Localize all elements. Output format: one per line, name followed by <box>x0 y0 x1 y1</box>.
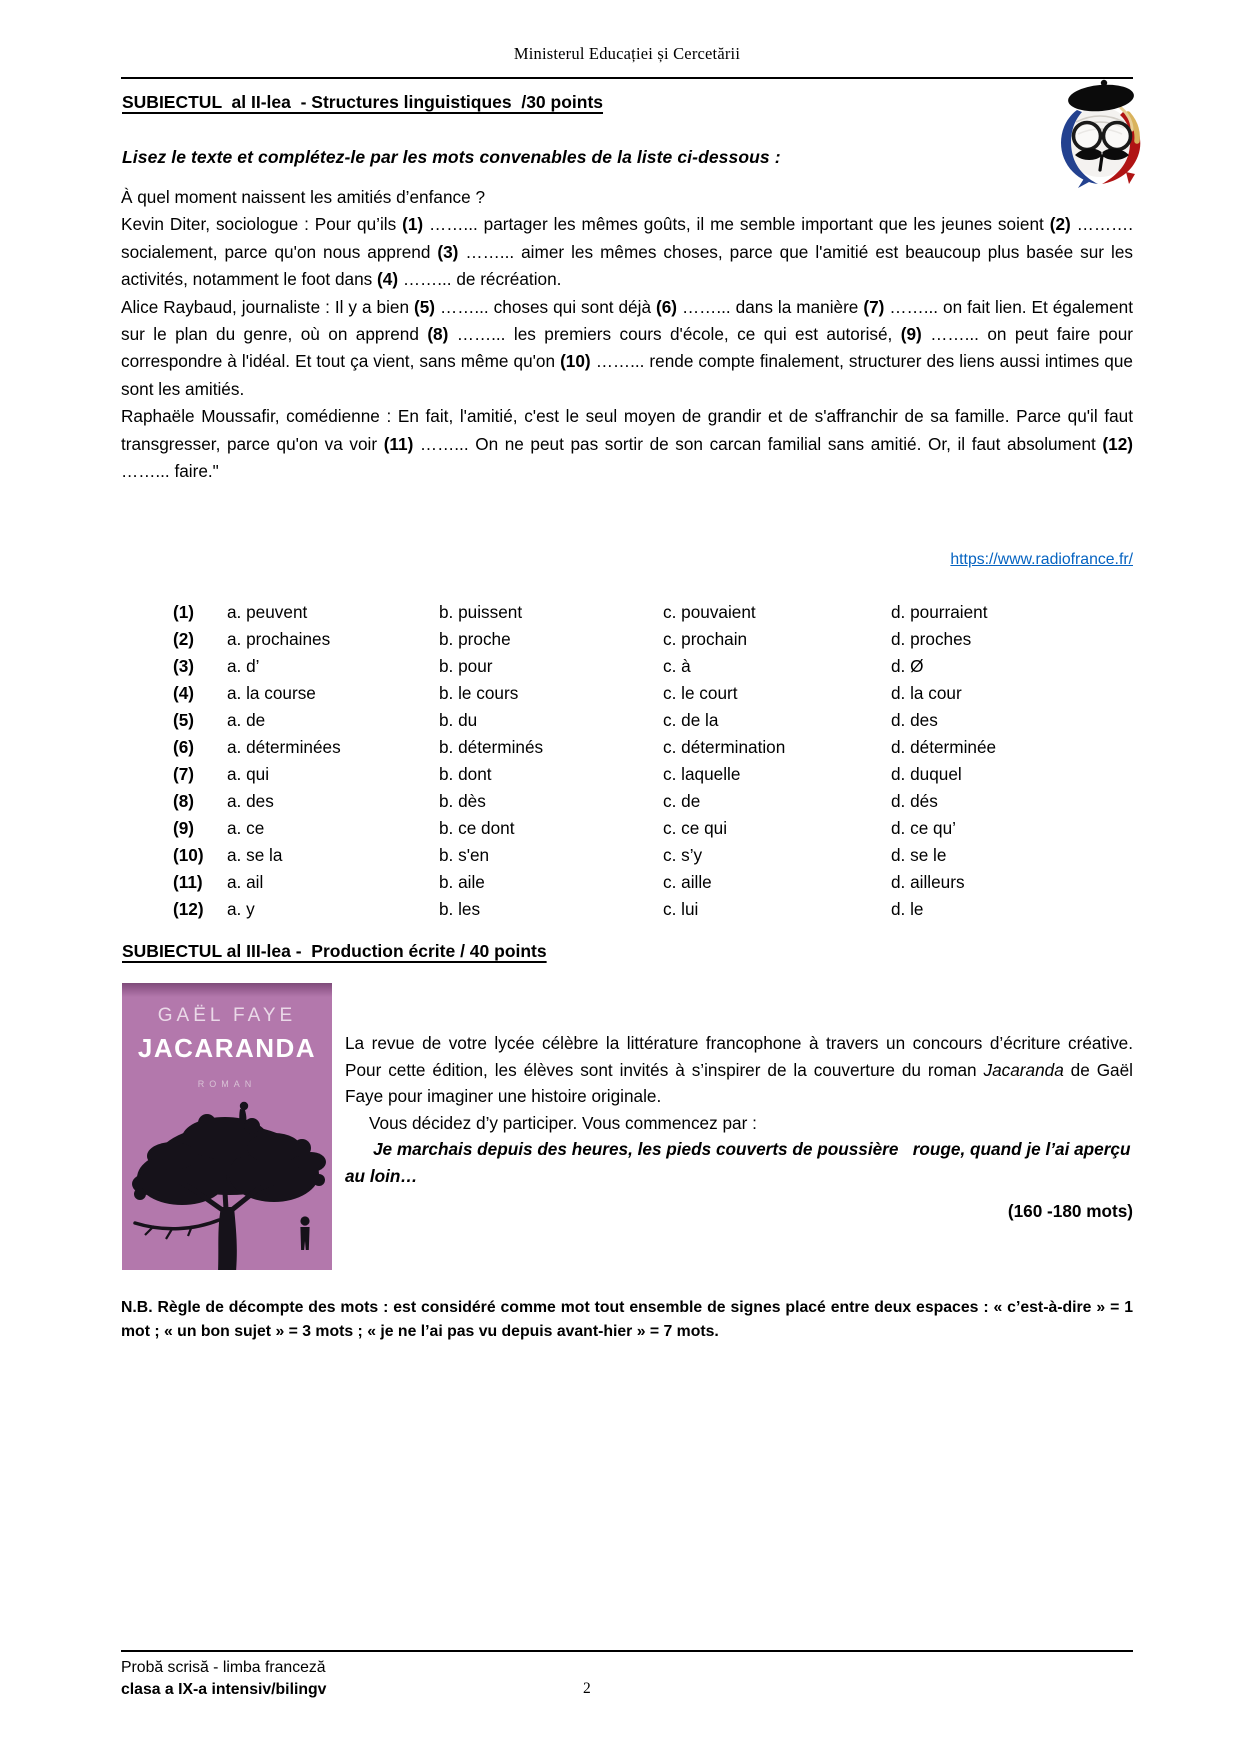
answer-choice: a. peuvent <box>227 602 308 622</box>
answer-choice: d. des <box>891 710 938 730</box>
options-row <box>173 653 1133 680</box>
word-count-requirement: (160 -180 mots) <box>1007 1201 1133 1221</box>
answer-choice: d. déterminée <box>891 737 997 757</box>
book-title: JACARANDA <box>137 1033 317 1063</box>
footer-exam-name: Probă scrisă - limba franceză <box>121 1659 326 1676</box>
options-row <box>173 680 1133 707</box>
ministry-header: Ministerul Educației și Cercetării <box>513 44 741 63</box>
answer-choice: a. déterminées <box>227 737 341 757</box>
answer-choice: c. le court <box>663 683 738 703</box>
answer-choice: c. prochain <box>663 629 748 649</box>
tree-silhouette-icon <box>122 1096 332 1270</box>
answer-choice: a. de <box>227 710 266 730</box>
french-mascot-logo-icon <box>1042 74 1154 192</box>
answer-choice: b. dont <box>439 764 492 784</box>
options-row <box>173 599 1133 626</box>
answer-choice: d. ce qu’ <box>891 818 956 838</box>
answer-choice: c. aille <box>663 872 712 892</box>
answer-choice: d. dés <box>891 791 938 811</box>
item-number: (6) <box>173 737 195 757</box>
book-author: GAËL FAYE <box>157 1005 297 1026</box>
answer-choice: d. proches <box>891 629 972 649</box>
answer-choice: a. prochaines <box>227 629 331 649</box>
options-row <box>173 842 1133 869</box>
answer-choice: d. la cour <box>891 683 962 703</box>
answer-choice: b. puissent <box>439 602 523 622</box>
passage <box>121 184 1133 485</box>
task-opening-quote: Je marchais depuis des heures, les pieds couverts de poussière rouge, quand je l’ai aperçu au loin… <box>345 1139 1136 1186</box>
answer-choice: d. pourraient <box>891 602 988 622</box>
footer-class-name: clasa a IX-a intensiv/bilingv <box>121 1681 327 1698</box>
answer-choice: c. lui <box>663 899 699 919</box>
answer-choice: c. s’y <box>663 845 703 865</box>
answer-choice: c. de <box>663 791 701 811</box>
answer-choice: b. ce dont <box>439 818 515 838</box>
answer-choice: d. ailleurs <box>891 872 965 892</box>
answer-choice: c. laquelle <box>663 764 741 784</box>
options-row <box>173 707 1133 734</box>
options-row <box>173 761 1133 788</box>
answer-choice: b. déterminés <box>439 737 544 757</box>
item-number: (8) <box>173 791 195 811</box>
item-number: (10) <box>173 845 204 865</box>
answer-choice: d. se le <box>891 845 947 865</box>
answer-choice: a. d’ <box>227 656 260 676</box>
task-description: La revue de votre lycée célèbre la littérature francophone à travers un concours d’écriture créative. Pour cette édition, les élèves sont invités à s’inspirer de la couverture du roman Jacaranda de Gaël Faye pour imaginer une histoire originale. <box>345 1033 1133 1106</box>
answer-choice: b. s'en <box>439 845 490 865</box>
item-number: (1) <box>173 602 195 622</box>
answer-choice: d. Ø <box>891 656 924 676</box>
answer-choice: c. détermination <box>663 737 786 757</box>
answer-choice: a. qui <box>227 764 270 784</box>
section2-title: SUBIECTUL al II-lea - Structures linguistiques /30 points <box>122 92 604 112</box>
answer-choice: b. le cours <box>439 683 519 703</box>
answer-choice: c. pouvaient <box>663 602 756 622</box>
answer-choice: a. la course <box>227 683 316 703</box>
options-row <box>173 788 1133 815</box>
answer-choice: c. de la <box>663 710 719 730</box>
answer-choice: b. dès <box>439 791 486 811</box>
task-start-line: Vous décidez d’y participer. Vous commencez par : <box>369 1112 757 1133</box>
item-number: (12) <box>173 899 204 919</box>
answer-choice: a. ce <box>227 818 265 838</box>
answer-choice: a. se la <box>227 845 283 865</box>
item-number: (4) <box>173 683 195 703</box>
item-number: (7) <box>173 764 195 784</box>
answer-choice: b. aile <box>439 872 485 892</box>
source-link[interactable]: https://www.radiofrance.fr/ <box>950 551 1133 568</box>
header-divider <box>121 77 1133 79</box>
options-row <box>173 734 1133 761</box>
answer-choice: a. ail <box>227 872 264 892</box>
item-number: (11) <box>173 872 203 892</box>
answer-choice: c. à <box>663 656 691 676</box>
page-number: 2 <box>583 1680 591 1697</box>
options-row <box>173 626 1133 653</box>
source-link-row <box>121 551 1133 569</box>
options-row <box>173 815 1133 842</box>
writing-task <box>345 1030 1136 1242</box>
word-counting-note: N.B. Règle de décompte des mots : est considéré comme mot tout ensemble de signes placé entre deux espaces : « c’est-à-dire » = 1 mot ; « un bon sujet » = 3 mots ; « je ne l’ai pas vu depuis avant-hier » = 7 mots. <box>121 1299 1133 1340</box>
answer-choice: a. des <box>227 791 274 811</box>
answer-choice: c. ce qui <box>663 818 728 838</box>
answer-choice: d. le <box>891 899 924 919</box>
answer-choice: b. pour <box>439 656 493 676</box>
section2-instruction: Lisez le texte et complétez-le par les mots convenables de la liste ci-dessous : <box>122 147 781 167</box>
book-cover <box>122 983 332 1270</box>
passage-paragraph: À quel moment naissent les amitiés d’enfance ? <box>121 187 486 207</box>
book-genre: ROMAN <box>197 1079 257 1089</box>
item-number: (3) <box>173 656 195 676</box>
passage-paragraph: Raphaële Moussafir, comédienne : En fait, l'amitié, c'est le seul moyen de grandir et de s'affranchir de sa famille. Parce qu'il faut transgresser, parce qu'on va voir (11) ……... On ne peut pas sortir de son carcan familial sans amitié. Or, il faut absolument (12) ……... faire." <box>121 406 1133 482</box>
answer-choice: b. les <box>439 899 481 919</box>
answer-choice: d. duquel <box>891 764 962 784</box>
item-number: (9) <box>173 818 195 838</box>
page-footer <box>121 1650 1133 1701</box>
answer-choice: b. proche <box>439 629 511 649</box>
options-row <box>173 869 1133 896</box>
item-number: (5) <box>173 710 195 730</box>
passage-paragraph: Alice Raybaud, journaliste : Il y a bien (5) ……... choses qui sont déjà (6) ……... dans la manière (7) ……... on fait lien. Et également sur le plan du genre, où on apprend (8) ……... les premiers cours d'école, ce qui est autorisé, (9) ……... on peut faire pour correspondre à l'idéal. Et tout ça vient, sans même qu'on (10) ……... rende compte finalement, structurer des liens aussi intimes que sont les amitiés. <box>121 296 1134 399</box>
passage-paragraph: Kevin Diter, sociologue : Pour qu’ils (1) ……... partager les mêmes goûts, il me semble important que les jeunes soient (2) ………. socialement, parce qu'on nous apprend (3) ……... aimer les mêmes choses, parce que l'amitié est beaucoup plus basée sur les activités, notamment le foot dans (4) ……... de récréation. <box>121 214 1134 290</box>
answer-choice: a. y <box>227 899 255 919</box>
section3-title: SUBIECTUL al III-lea - Production écrite / 40 points <box>122 941 547 961</box>
options-table <box>121 599 1133 923</box>
item-number: (2) <box>173 629 195 649</box>
answer-choice: b. du <box>439 710 478 730</box>
options-row <box>173 896 1133 923</box>
